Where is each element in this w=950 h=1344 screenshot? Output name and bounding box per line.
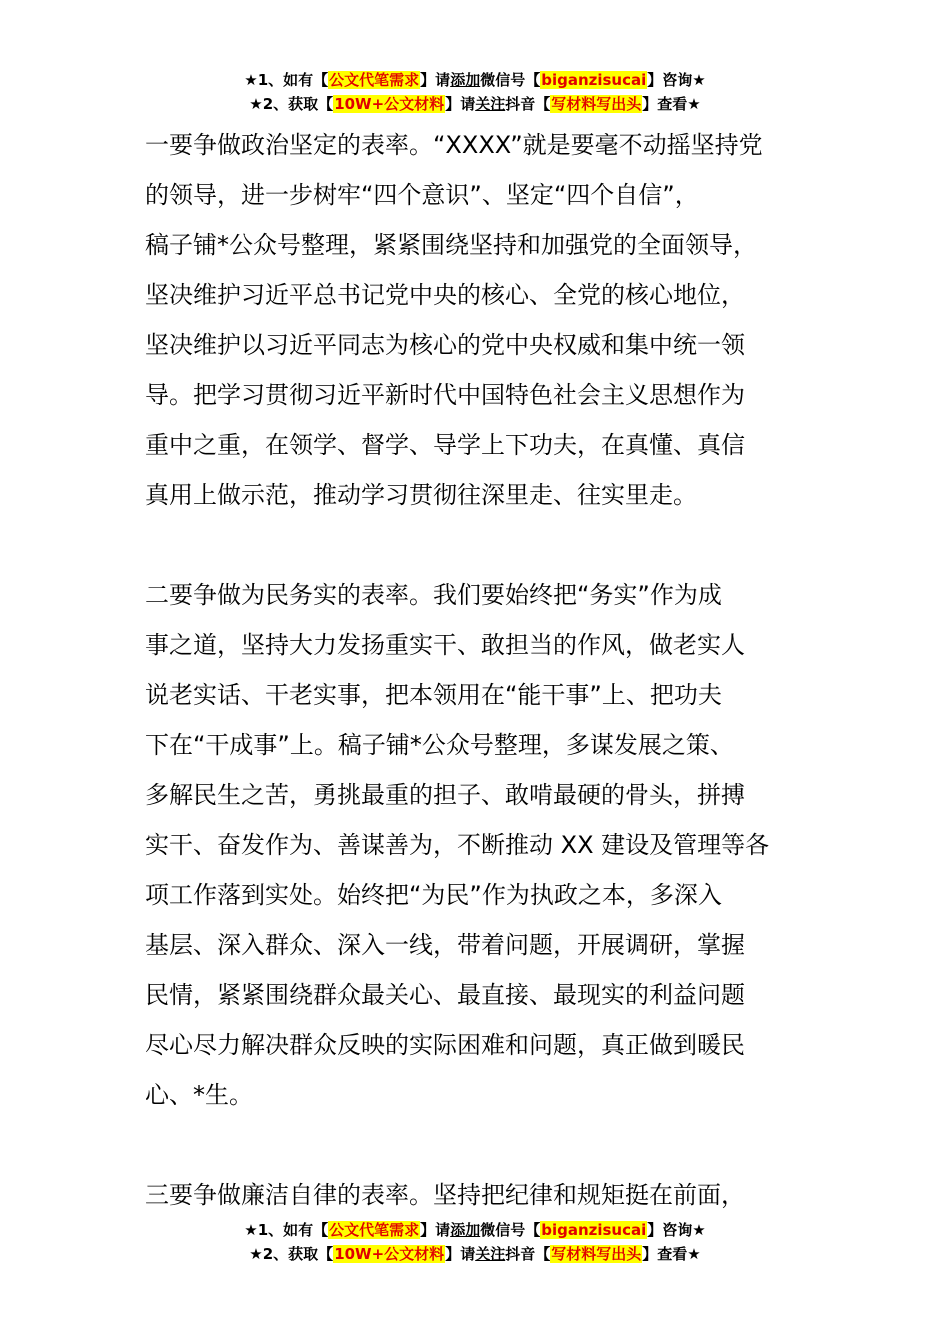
paragraph-spacer [145,1120,810,1170]
paragraph-line: 说老实话、干老实事，把本领用在“能干事”上、把功夫 [145,681,722,709]
paragraph-1 [145,120,810,520]
highlight-wechat-id: biganzisucai [541,71,647,89]
paragraph-line: 的领导，进一步树牢“四个意识”、坚定“四个自信”， [145,181,699,209]
paragraph-spacer [145,520,810,570]
header-line-1: ★1、如有【公文代笔需求】请添加微信号【biganzisucai】咨询★ [244,71,706,89]
highlight-service: 公文代笔需求 [329,71,420,89]
paragraph-line: 事之道，坚持大力发扬重实干、敢担当的作风，做老实人 [145,631,745,659]
highlight-douyin: 写材料写出头 [551,95,642,113]
paragraph-line: 下在“干成事”上。稿子铺*公众号整理，多谋发展之策、 [145,731,734,759]
paragraph-line: 坚决维护以习近平同志为核心的党中央权威和集中统一领 [145,331,745,359]
paragraph-line: 三要争做廉洁自律的表率。坚持把纪律和规矩挺在前面， [145,1181,745,1209]
paragraph-2 [145,570,810,1120]
paragraph-line: 真用上做示范，推动学习贯彻往深里走、往实里走。 [145,481,697,509]
paragraph-line: 实干、奋发作为、善谋善为，不断推动 XX 建设及管理等各 [145,831,770,859]
highlight-materials: 10W+公文材料 [334,1245,445,1263]
paragraph-line: 稿子铺*公众号整理，紧紧围绕坚持和加强党的全面领导， [145,231,757,259]
paragraph-line: 基层、深入群众、深入一线，带着问题，开展调研，掌握 [145,931,745,959]
paragraph-3 [145,1170,810,1220]
paragraph-line: 项工作落到实处。始终把“为民”作为执政之本，多深入 [145,881,722,909]
highlight-wechat-id: biganzisucai [541,1221,647,1239]
header-line-2: ★2、获取【10W+公文材料】请关注抖音【写材料写出头】查看★ [249,95,701,113]
paragraph-line: 重中之重，在领学、督学、导学上下功夫，在真懂、真信 [145,431,745,459]
paragraph-line: 导。把学习贯彻习近平新时代中国特色社会主义思想作为 [145,381,745,409]
highlight-douyin: 写材料写出头 [551,1245,642,1263]
highlight-materials: 10W+公文材料 [334,95,445,113]
footer-line-1: ★1、如有【公文代笔需求】请添加微信号【biganzisucai】咨询★ [244,1221,706,1239]
paragraph-line: 多解民生之苦，勇挑最重的担子、敢啃最硬的骨头，拼搏 [145,781,745,809]
paragraph-line: 尽心尽力解决群众反映的实际困难和问题，真正做到暖民 [145,1031,745,1059]
paragraph-line: 心、*生。 [145,1081,253,1109]
paragraph-line: 坚决维护习近平总书记党中央的核心、全党的核心地位， [145,281,745,309]
footer-banner [0,1218,950,1266]
paragraph-line: 民情，紧紧围绕群众最关心、最直接、最现实的利益问题 [145,981,745,1009]
paragraph-line: 二要争做为民务实的表率。我们要始终把“务实”作为成 [145,581,722,609]
document-body [145,120,810,1220]
highlight-service: 公文代笔需求 [329,1221,420,1239]
header-banner [0,68,950,116]
paragraph-line: 一要争做政治坚定的表率。“XXXX”就是要毫不动摇坚持党 [145,131,763,159]
footer-line-2: ★2、获取【10W+公文材料】请关注抖音【写材料写出头】查看★ [249,1245,701,1263]
